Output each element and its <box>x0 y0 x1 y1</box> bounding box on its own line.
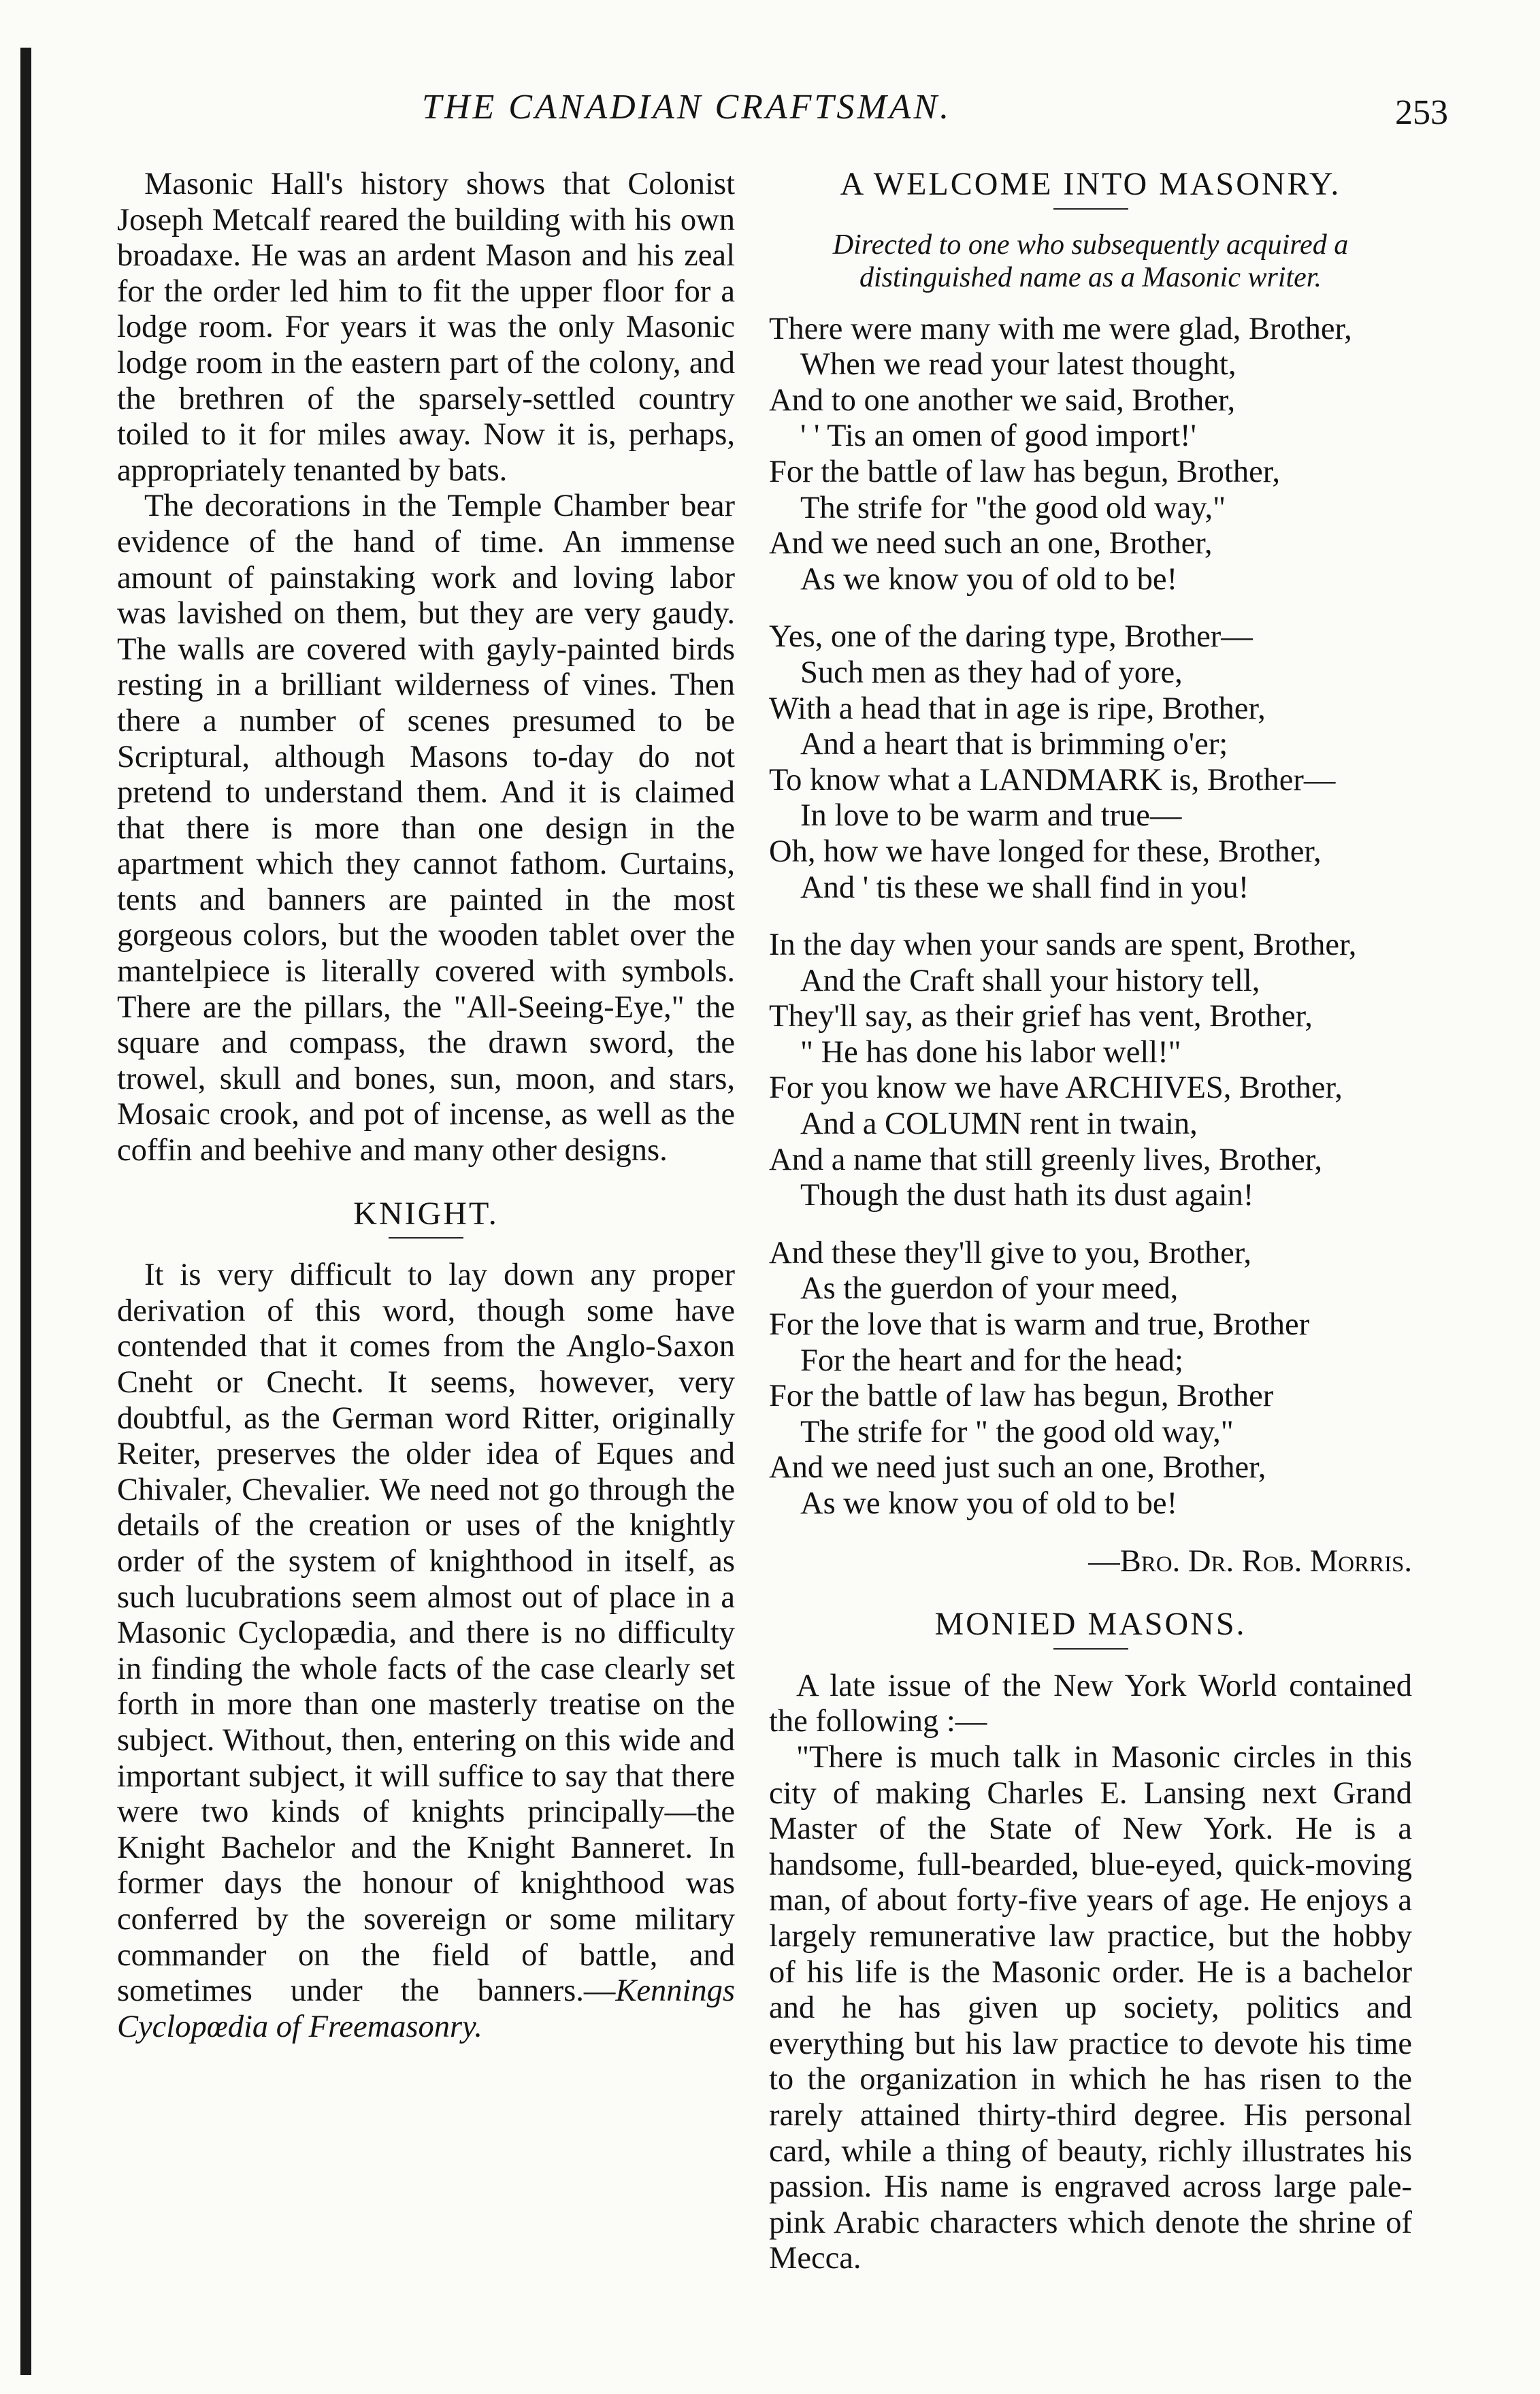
knight-heading: KNIGHT. <box>353 1195 499 1232</box>
poem-line: And we need such an one, Brother, <box>769 526 1213 561</box>
monied-heading: MONIED MASONS. <box>934 1606 1247 1643</box>
poem-signature: —Bro. Dr. Rob. Morris. <box>1088 1543 1412 1579</box>
poem-line: For the heart and for the head; <box>800 1343 1183 1378</box>
poem-stanza <box>769 619 1412 906</box>
poem-body <box>769 312 1412 1522</box>
heading-rule <box>1053 1648 1128 1650</box>
monied-quote: "There is much talk in Masonic circles in this city of making Charles E. Lansing next Grand Master of the State of New York. He is a handsome, full-bearded, blue-eyed, quick-moving man, of about forty-five years of age. He enjoys a largely remunerative law practice, but the hobby of his life is the Masonic order. He is a bachelor and he has given up society, politics and everything but his law practice to devote his time to the organization in which he has risen to the rarely attained thirty-third degree. His personal card, while a thing of beauty, richly illustrates his passion. His name is engraved across large pale-pink Arabic characters which denote the shrine of Mecca. <box>769 1739 1412 2276</box>
poem-line: There were many with me were glad, Brother, <box>769 311 1352 346</box>
poem-line: The strife for " the good old way," <box>800 1414 1234 1449</box>
poem-line: In the day when your sands are spent, Brother, <box>769 928 1357 963</box>
poem-line: As the guerdon of your meed, <box>800 1271 1179 1307</box>
poem-line: And a heart that is brimming o'er; <box>800 727 1228 762</box>
poem-line: " He has done his labor well!" <box>800 1034 1181 1070</box>
poem-line: To know what a LANDMARK is, Brother— <box>769 762 1336 798</box>
running-title: THE CANADIAN CRAFTSMAN. <box>422 88 952 127</box>
poem-heading: A WELCOME INTO MASONRY. <box>840 166 1341 202</box>
paragraph-metcalf: Masonic Hall's history shows that Colonist Joseph Metcalf reared the building with his own broadaxe. He was an ardent Mason and his zeal for the order led him to fit the upper floor for a lodge room. For years it was the only Masonic lodge room in the eastern part of the colony, and the brethren of the sparsely-settled country toiled to it for miles away. Now it is, perhaps, appropriately tenanted by bats. <box>117 167 735 488</box>
page-number: 253 <box>1395 93 1448 132</box>
heading-rule <box>1053 208 1128 210</box>
poem-stanza <box>769 1236 1412 1522</box>
poem-line: And these they'll give to you, Brother, <box>769 1235 1252 1270</box>
knight-source: Kennings Cyclopœdia of Freemasonry. <box>117 1973 735 2044</box>
poem-line: As we know you of old to be! <box>800 561 1178 597</box>
poem-line: And we need just such an one, Brother, <box>769 1450 1266 1486</box>
poem-line: In love to be warm and true— <box>800 798 1182 834</box>
heading-rule <box>389 1237 463 1239</box>
poem-line: As we know you of old to be! <box>800 1486 1178 1521</box>
poem-line: And a COLUMN rent in twain, <box>800 1106 1198 1142</box>
poem-line: And the Craft shall your history tell, <box>800 963 1260 998</box>
poem-line: Yes, one of the daring type, Brother— <box>769 619 1253 655</box>
poem-line: Such men as they had of yore, <box>800 655 1183 690</box>
knight-body: It is very difficult to lay down any proper derivation of this word, though some have contended that it comes from the Anglo-Saxon Cneht or Cnecht. It seems, however, very doubtful, as the German word Ritter, originally Reiter, preserves the older idea of Eques and Chivaler, Chevalier. We need not go through the details of the creation or uses of the knightly order of the system of knighthood in itself, as such lucubrations seem almost out of place in a Masonic Cyclopædia, and there is no difficulty in finding the whole facts of the case clearly set forth in more than one masterly treatise on the subject. Without, then, entering on this wide and important subject, it will suffice to say that there were two kinds of knights principally—the Knight Bachelor and the Knight Banneret. In former days the honour of knighthood was conferred by the sovereign or some military commander on the field of battle, and sometimes under the banners.— <box>117 1258 735 2009</box>
poem-line: Oh, how we have longed for these, Brother, <box>769 834 1322 869</box>
poem-line: And to one another we said, Brother, <box>769 382 1236 418</box>
right-column <box>769 167 1412 2277</box>
monied-intro: A late issue of the New York World contained the following :— <box>769 1668 1412 1739</box>
paragraph-temple-chamber: The decorations in the Temple Chamber bear evidence of the hand of time. An immense amount of painstaking work and loving labor was lavished on them, but they are very gaudy. The walls are covered with gayly-painted birds resting in a brilliant wilderness of vines. Then there a number of scenes presumed to be Scriptural, although Masons to-day do not pretend to understand them. And it is claimed that there is more than one design in the apartment which they cannot fathom. Curtains, tents and banners are painted in the most gorgeous colors, but the wooden tablet over the mantelpiece is literally covered with symbols. There are the pillars, the "All-Seeing-Eye," the square and compass, the drawn sword, the trowel, skull and bones, sun, moon, and stars, Mosaic crook, and pot of incense, as well as the coffin and beehive and many other designs. <box>117 489 735 1168</box>
poem-stanza <box>769 312 1412 598</box>
poem-line: Though the dust hath its dust again! <box>800 1178 1254 1213</box>
left-column <box>117 167 735 2045</box>
poem-line: For the love that is warm and true, Brother <box>769 1307 1310 1343</box>
poem-line: For you know we have ARCHIVES, Brother, <box>769 1070 1343 1106</box>
page-edge-shadow <box>20 48 31 2375</box>
poem-subtitle: Directed to one who subsequently acquired a distinguished name as a Masonic writer. <box>832 229 1349 293</box>
poem-line: For the battle of law has begun, Brother, <box>769 454 1280 489</box>
knight-paragraph <box>117 1258 735 2045</box>
poem-line: For the battle of law has begun, Brother <box>769 1379 1274 1414</box>
poem-line: And ' tis these we shall find in you! <box>800 870 1249 905</box>
poem-line: The strife for "the good old way," <box>800 490 1226 525</box>
poem-line: They'll say, as their grief has vent, Brother, <box>769 999 1313 1034</box>
poem-line: And a name that still greenly lives, Brother, <box>769 1142 1322 1177</box>
poem-stanza <box>769 928 1412 1214</box>
poem-line: With a head that in age is ripe, Brother, <box>769 691 1266 726</box>
poem-line: ' ' Tis an omen of good import!' <box>800 419 1196 454</box>
poem-line: When we read your latest thought, <box>800 347 1236 382</box>
